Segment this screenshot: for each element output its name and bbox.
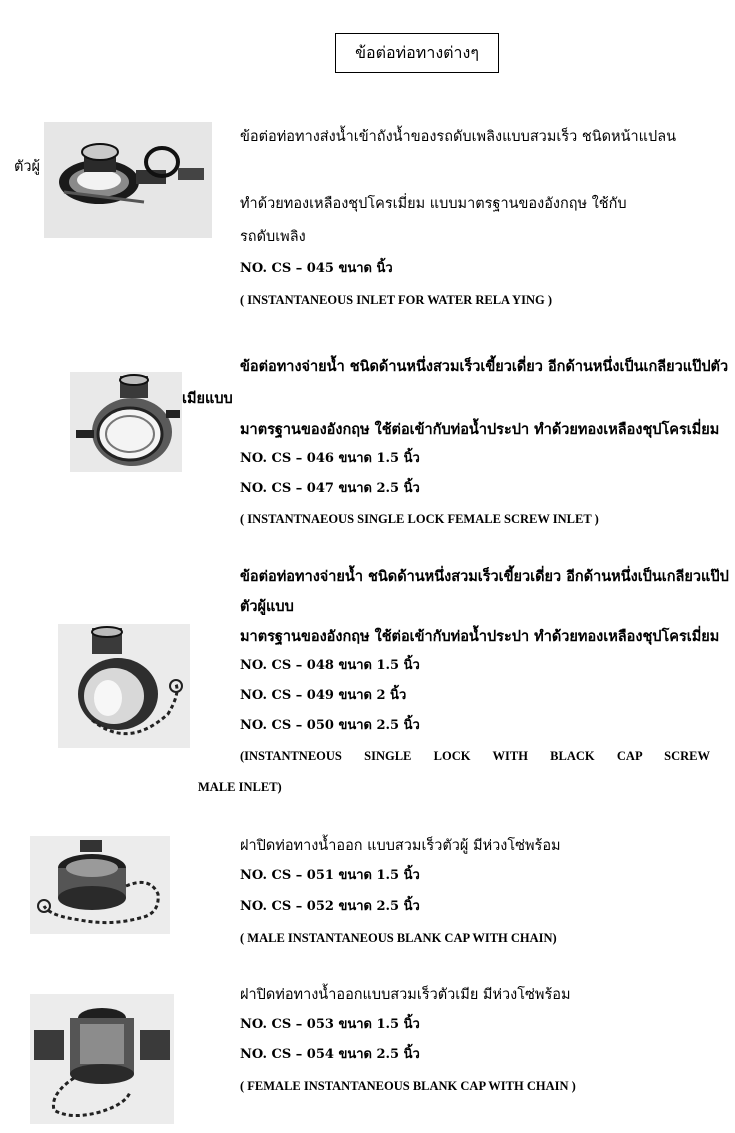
- item-3-description-line-2: ตัวผู้แบบ: [240, 598, 294, 615]
- item-3-model-1: NO. CS – 048 ขนาด 1.5 นิ้ว: [240, 658, 420, 673]
- item-2-model-2: NO. CS – 047 ขนาด 2.5 นิ้ว: [240, 481, 420, 496]
- male-screw-inlet-with-cap-photo: [58, 624, 190, 748]
- item-3-model-3: NO. CS – 050 ขนาด 2.5 นิ้ว: [240, 718, 420, 733]
- item-4-description-line-1: ฝาปิดท่อทางน้ำออก แบบสวมเร็วตัวผู้ มีห่วงโซ่พร้อม: [240, 838, 561, 854]
- item-4-english-name: ( MALE INSTANTANEOUS BLANK CAP WITH CHAIN): [240, 931, 557, 945]
- male-blank-cap-with-chain-photo: [30, 836, 170, 934]
- item-1-description-line-1: ข้อต่อท่อทางส่งน้ำเข้าถังน้ำของรถดับเพลิงแบบสวมเร็ว ชนิดหน้าแปลน: [240, 129, 676, 145]
- item-3-model-2: NO. CS – 049 ขนาด 2 นิ้ว: [240, 688, 407, 703]
- item-5-model-1: NO. CS – 053 ขนาด 1.5 นิ้ว: [240, 1017, 420, 1032]
- item-3-description-line-3: มาตรฐานของอังกฤษ ใช้ต่อเข้ากับท่อน้ำประปา ทำด้วยทองเหลืองชุปโครเมี่ยม: [240, 628, 720, 645]
- item-1-description-line-3: รถดับเพลิง: [240, 229, 306, 245]
- side-label: ตัวผู้: [14, 159, 41, 175]
- item-5-model-2: NO. CS – 054 ขนาด 2.5 นิ้ว: [240, 1047, 420, 1062]
- item-3-english-name-line-1: (INSTANTNEOUS SINGLE LOCK WITH BLACK CAP SCREW: [240, 749, 710, 763]
- female-screw-inlet-coupling-photo: [70, 372, 182, 472]
- item-2-description-line-2: เมียแบบ: [182, 390, 233, 407]
- fire-hose-inlet-coupling-photo: [44, 122, 212, 238]
- page-title: ข้อต่อท่อทางต่างๆ: [335, 33, 499, 73]
- item-1-english-name: ( INSTANTANEOUS INLET FOR WATER RELA YING ): [240, 293, 552, 307]
- item-2-description-line-1: ข้อต่อทางจ่ายน้ำ ชนิดด้านหนึ่งสวมเร็วเขี้ยวเดี่ยว อีกด้านหนึ่งเป็นเกลียวแป๊ปตัว: [240, 358, 729, 375]
- item-4-model-1: NO. CS – 051 ขนาด 1.5 นิ้ว: [240, 868, 420, 883]
- item-2-model-1: NO. CS – 046 ขนาด 1.5 นิ้ว: [240, 451, 420, 466]
- item-1-model-1: NO. CS – 045 ขนาด นิ้ว: [240, 261, 393, 276]
- item-1-description-line-2: ทำด้วยทองเหลืองชุปโครเมี่ยม แบบมาตรฐานของอังกฤษ ใช้กับ: [240, 196, 627, 212]
- item-3-description-line-1: ข้อต่อท่อทางจ่ายน้ำ ชนิดด้านหนึ่งสวมเร็วเขี้ยวเดี่ยว อีกด้านหนึ่งเป็นเกลียวแป๊ป: [240, 568, 729, 585]
- item-5-english-name: ( FEMALE INSTANTANEOUS BLANK CAP WITH CHAIN ): [240, 1079, 576, 1093]
- item-3-english-name-line-2: MALE INLET): [198, 780, 282, 794]
- item-5-description-line-1: ฝาปิดท่อทางน้ำออกแบบสวมเร็วตัวเมีย มีห่วงโซ่พร้อม: [240, 987, 571, 1003]
- item-2-description-line-3: มาตรฐานของอังกฤษ ใช้ต่อเข้ากับท่อน้ำประปา ทำด้วยทองเหลืองชุปโครเมี่ยม: [240, 421, 720, 438]
- item-2-english-name: ( INSTANTNAEOUS SINGLE LOCK FEMALE SCREW INLET ): [240, 512, 599, 526]
- item-4-model-2: NO. CS – 052 ขนาด 2.5 นิ้ว: [240, 899, 420, 914]
- female-blank-cap-with-chain-photo: [30, 994, 174, 1124]
